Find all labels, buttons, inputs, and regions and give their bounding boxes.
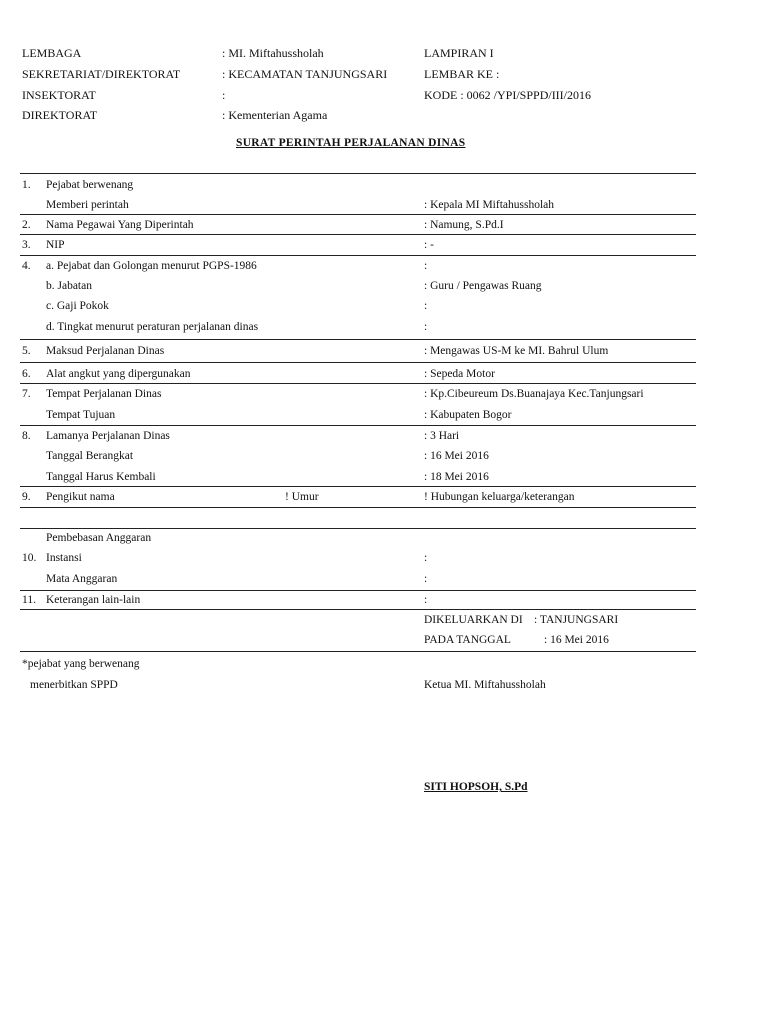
field-label-mata-anggaran: Mata Anggaran — [46, 573, 118, 585]
row-divider — [20, 255, 696, 256]
field-label-pejabat-berwenang: Pejabat berwenang — [46, 179, 134, 191]
field-label-alat-angkut: Alat angkut yang dipergunakan — [46, 368, 191, 380]
field-value-tanggal-kembali: : 18 Mei 2016 — [424, 471, 489, 483]
field-value-mata-anggaran: : — [424, 573, 428, 585]
field-value-gaji-pokok: : — [424, 300, 428, 312]
row-number: 3. — [22, 239, 31, 251]
field-value-golongan: : — [424, 260, 428, 272]
field-label-nip: NIP — [46, 239, 65, 251]
row-number: 8. — [22, 430, 31, 442]
signer-name: SITI HOPSOH, S.Pd — [424, 781, 528, 793]
row-divider — [20, 214, 696, 215]
row-divider — [20, 234, 696, 235]
header-value-sekretariat: : KECAMATAN TANJUNGSARI — [222, 67, 388, 81]
row-number: 9. — [22, 491, 31, 503]
row-number: 6. — [22, 368, 31, 380]
row-number: 2. — [22, 219, 31, 231]
footer-note: *pejabat yang berwenang — [22, 658, 140, 670]
row-divider — [20, 425, 696, 426]
row-number: 11. — [22, 594, 36, 606]
field-label-golongan: a. Pejabat dan Golongan menurut PGPS-1986 — [46, 260, 257, 272]
row-number: 7. — [22, 388, 31, 400]
issued-place-label: DIKELUARKAN DI — [424, 614, 523, 626]
row-divider — [20, 173, 696, 174]
row-divider — [20, 339, 696, 340]
field-label-nama-pegawai: Nama Pegawai Yang Diperintah — [46, 219, 194, 231]
header-label-insektorat: INSEKTORAT — [22, 88, 96, 102]
field-value-alat-angkut: : Sepeda Motor — [424, 368, 495, 380]
field-value-nama-pegawai: : Namung, S.Pd.I — [424, 219, 504, 231]
row-divider — [20, 590, 696, 591]
header-label-sekretariat: SEKRETARIAT/DIREKTORAT — [22, 67, 181, 81]
header-value-lembaga: : MI. Miftahussholah — [222, 46, 324, 60]
document-title: SURAT PERINTAH PERJALANAN DINAS — [236, 137, 466, 149]
issued-date-value: : 16 Mei 2016 — [544, 634, 609, 646]
field-label-lamanya: Lamanya Perjalanan Dinas — [46, 430, 170, 442]
field-label-tempat-tujuan: Tempat Tujuan — [46, 409, 116, 421]
field-label-hubungan: ! Hubungan keluarga/keterangan — [424, 491, 575, 503]
field-value-tempat-perjalanan: : Kp.Cibeureum Ds.Buanajaya Kec.Tanjungsari — [424, 388, 644, 400]
row-number: 4. — [22, 260, 31, 272]
row-divider — [20, 609, 696, 610]
row-divider — [20, 383, 696, 384]
field-label-gaji-pokok: c. Gaji Pokok — [46, 300, 109, 312]
issued-place-value: : TANJUNGSARI — [534, 614, 619, 626]
field-label-tempat-perjalanan: Tempat Perjalanan Dinas — [46, 388, 162, 400]
row-divider — [20, 651, 696, 652]
footer-note-continued: menerbitkan SPPD — [30, 679, 118, 691]
field-value-tingkat: : — [424, 321, 428, 333]
field-value-tempat-tujuan: : Kabupaten Bogor — [424, 409, 512, 421]
row-divider — [20, 362, 696, 363]
field-value-maksud: : Mengawas US-M ke MI. Bahrul Ulum — [424, 345, 609, 357]
row-divider — [20, 486, 696, 487]
field-label-pengikut: Pengikut nama — [46, 491, 115, 503]
header-lampiran: LAMPIRAN I — [424, 46, 494, 60]
header-kode: KODE : 0062 /YPI/SPPD/III/2016 — [424, 88, 592, 102]
row-number: 1. — [22, 179, 31, 191]
header-value-direktorat: : Kementerian Agama — [222, 108, 328, 122]
issued-date-label: PADA TANGGAL — [424, 634, 511, 646]
header-label-lembaga: LEMBAGA — [22, 46, 82, 60]
field-value-nip: : - — [424, 239, 434, 251]
field-value-tanggal-berangkat: : 16 Mei 2016 — [424, 450, 489, 462]
field-label-pembebasan: Pembebasan Anggaran — [46, 532, 152, 544]
row-divider — [20, 507, 696, 508]
field-label-umur: ! Umur — [285, 491, 319, 503]
field-label-memberi-perintah: Memberi perintah — [46, 199, 129, 211]
row-number: 5. — [22, 345, 31, 357]
field-label-instansi: Instansi — [46, 552, 82, 564]
field-value-jabatan: : Guru / Pengawas Ruang — [424, 280, 542, 292]
field-value-memberi-perintah: : Kepala MI Miftahussholah — [424, 199, 554, 211]
field-label-maksud: Maksud Perjalanan Dinas — [46, 345, 165, 357]
header-value-insektorat: : — [222, 88, 226, 102]
field-value-keterangan: : — [424, 594, 428, 606]
header-label-direktorat: DIREKTORAT — [22, 108, 98, 122]
field-value-instansi: : — [424, 552, 428, 564]
field-label-tanggal-berangkat: Tanggal Berangkat — [46, 450, 134, 462]
signer-title: Ketua MI. Miftahussholah — [424, 679, 546, 691]
field-label-tanggal-kembali: Tanggal Harus Kembali — [46, 471, 156, 483]
field-label-jabatan: b. Jabatan — [46, 280, 92, 292]
header-lembar-ke: LEMBAR KE : — [424, 67, 500, 81]
field-label-keterangan: Keterangan lain-lain — [46, 594, 141, 606]
row-divider — [20, 528, 696, 529]
field-label-tingkat: d. Tingkat menurut peraturan perjalanan dinas — [46, 321, 259, 333]
row-number: 10. — [22, 552, 37, 564]
field-value-lamanya: : 3 Hari — [424, 430, 460, 442]
